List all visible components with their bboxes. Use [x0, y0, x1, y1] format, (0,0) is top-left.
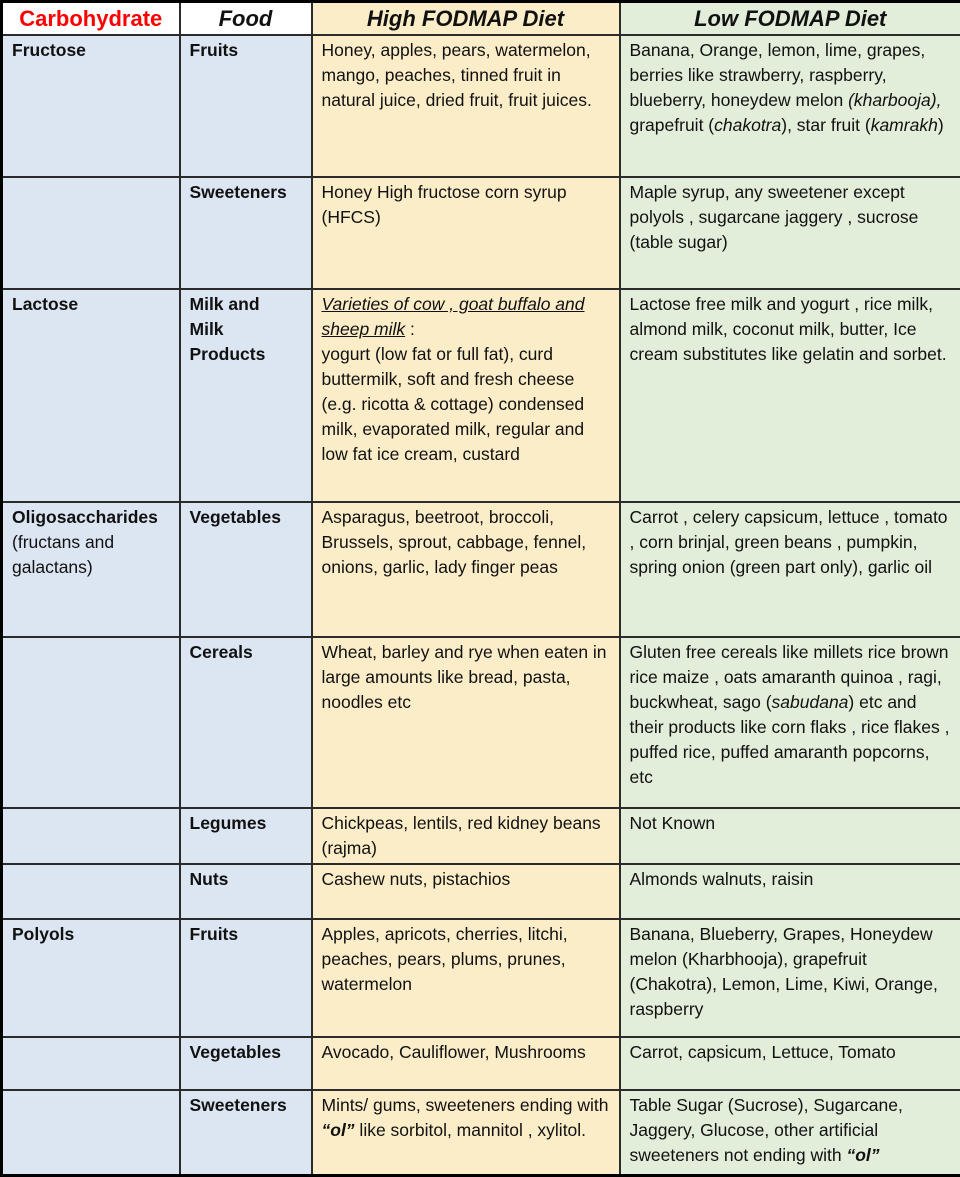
low-fodmap-cell: Maple syrup, any sweetener except polyols , sugarcane jaggery , sucrose (table sugar)	[620, 177, 960, 289]
low-fodmap-cell: Banana, Orange, lemon, lime, grapes, berries like strawberry, raspberry, blueberry, honeydew melon (kharbooja), grapefruit (chakotra), star fruit (kamrakh)	[620, 35, 960, 177]
low-fodmap-cell: Banana, Blueberry, Grapes, Honeydew melon (Kharbhooja), grapefruit (Chakotra), Lemon, Lime, Kiwi, Orange, raspberry	[620, 919, 960, 1037]
low-fodmap-cell: Table Sugar (Sucrose), Sugarcane, Jaggery, Glucose, other artificial sweeteners not ending with “ol”	[620, 1090, 960, 1175]
food-cell: Vegetables	[180, 502, 312, 637]
table-row-oligosaccharides-vegetables	[2, 502, 960, 637]
carbohydrate-cell	[2, 1090, 180, 1175]
header-row	[2, 2, 960, 36]
carbohydrate-column-header: Carbohydrate	[2, 2, 180, 36]
food-cell: Sweeteners	[180, 177, 312, 289]
table-row-polyols-sweeteners	[2, 1090, 960, 1175]
high-fodmap-cell: Cashew nuts, pistachios	[312, 864, 620, 919]
low-fodmap-cell: Gluten free cereals like millets rice brown rice maize , oats amaranth quinoa , ragi, buckwheat, sago (sabudana) etc and their products like corn flaks , rice flakes , puffed rice, puffed amaranth popcorns, etc	[620, 637, 960, 808]
low-fodmap-cell: Carrot , celery capsicum, lettuce , tomato , corn brinjal, green beans , pumpkin, spring onion (green part only), garlic oil	[620, 502, 960, 637]
carbohydrate-cell: Polyols	[2, 919, 180, 1037]
table-row-fructose-fruits	[2, 35, 960, 177]
table-row-cereals	[2, 637, 960, 808]
food-column-header: Food	[180, 2, 312, 36]
table-row-lactose-milk	[2, 289, 960, 502]
carbohydrate-cell	[2, 808, 180, 864]
carbohydrate-cell	[2, 637, 180, 808]
carbohydrate-cell: Oligosaccharides (fructans and galactans)	[2, 502, 180, 637]
low-fodmap-cell: Carrot, capsicum, Lettuce, Tomato	[620, 1037, 960, 1090]
food-cell: Nuts	[180, 864, 312, 919]
high-fodmap-cell: Asparagus, beetroot, broccoli, Brussels, sprout, cabbage, fennel, onions, garlic, lady finger peas	[312, 502, 620, 637]
table-row-polyols-fruits	[2, 919, 960, 1037]
low-fodmap-cell: Lactose free milk and yogurt , rice milk, almond milk, coconut milk, butter, Ice cream substitutes like gelatin and sorbet.	[620, 289, 960, 502]
food-cell: Fruits	[180, 35, 312, 177]
low-fodmap-cell: Not Known	[620, 808, 960, 864]
high-fodmap-cell: Honey High fructose corn syrup (HFCS)	[312, 177, 620, 289]
carbohydrate-cell: Lactose	[2, 289, 180, 502]
low-fodmap-cell: Almonds walnuts, raisin	[620, 864, 960, 919]
high-fodmap-cell: Avocado, Cauliflower, Mushrooms	[312, 1037, 620, 1090]
food-cell: Milk and Milk Products	[180, 289, 312, 502]
food-cell: Fruits	[180, 919, 312, 1037]
high-fodmap-column-header: High FODMAP Diet	[312, 2, 620, 36]
table-row-legumes	[2, 808, 960, 864]
table-row-polyols-vegetables	[2, 1037, 960, 1090]
food-cell: Cereals	[180, 637, 312, 808]
high-fodmap-cell: Wheat, barley and rye when eaten in large amounts like bread, pasta, noodles etc	[312, 637, 620, 808]
table-row-fructose-sweeteners	[2, 177, 960, 289]
food-cell: Sweeteners	[180, 1090, 312, 1175]
high-fodmap-cell: Varieties of cow , goat buffalo and sheep milk : yogurt (low fat or full fat), curd buttermilk, soft and fresh cheese (e.g. ricotta & cottage) condensed milk, evaporated milk, regular and low fat ice cream, custard	[312, 289, 620, 502]
carbohydrate-cell	[2, 1037, 180, 1090]
low-fodmap-column-header: Low FODMAP Diet	[620, 2, 960, 36]
carbohydrate-cell	[2, 177, 180, 289]
high-fodmap-cell: Chickpeas, lentils, red kidney beans (rajma)	[312, 808, 620, 864]
carbohydrate-cell: Fructose	[2, 35, 180, 177]
high-fodmap-cell: Apples, apricots, cherries, litchi, peaches, pears, plums, prunes, watermelon	[312, 919, 620, 1037]
food-cell: Legumes	[180, 808, 312, 864]
table-row-nuts	[2, 864, 960, 919]
carbohydrate-cell	[2, 864, 180, 919]
food-cell: Vegetables	[180, 1037, 312, 1090]
high-fodmap-cell: Mints/ gums, sweeteners ending with “ol” like sorbitol, mannitol , xylitol.	[312, 1090, 620, 1175]
high-fodmap-cell: Honey, apples, pears, watermelon, mango, peaches, tinned fruit in natural juice, dried fruit, fruit juices.	[312, 35, 620, 177]
